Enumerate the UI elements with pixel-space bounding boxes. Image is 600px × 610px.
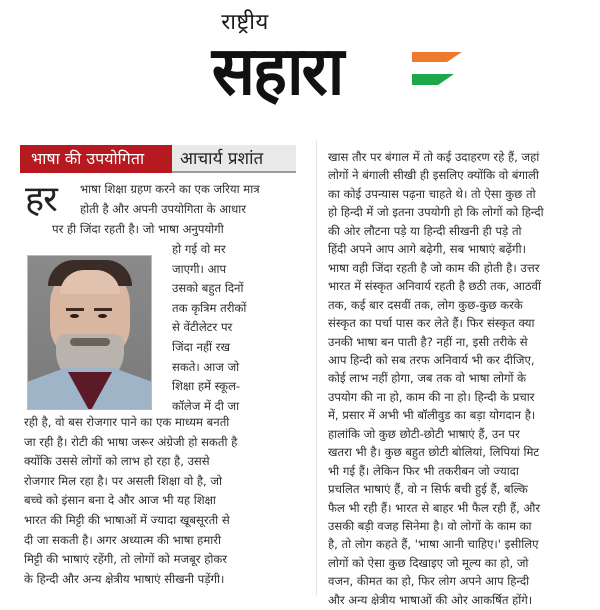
article-author: आचार्य प्रशांत <box>172 145 296 173</box>
text-line: हो गई वो मर <box>172 242 226 256</box>
text-line: रही है, वो बस रोजगार पाने का एक माध्यम बनती <box>24 415 230 429</box>
text-line: हो हिन्दी में जो इतना उपयोगी हो कि लोगों को हिन्दी <box>328 205 544 220</box>
text-line: से वेंटीलेटर पर <box>172 320 233 335</box>
text-line: की ओर लौटना पड़े या हिन्दी सीखनी ही पड़े तो <box>328 223 522 238</box>
text-line: लोगों ने बंगाली सीखी ही इसलिए क्योंकि वो बंगाली <box>328 168 539 183</box>
text-line: भाषा वही जिंदा रहती है जो काम की होती है। उत्तर <box>328 260 540 275</box>
masthead <box>0 0 600 110</box>
text-line: जिंदा नहीं रख <box>172 340 230 354</box>
text-line: खास तौर पर बंगाल में तो कई उदाहरण रहे हैं, जहां <box>328 150 540 164</box>
masthead-small-text: राष्ट्रीय <box>221 10 269 35</box>
logo-orange-stripe <box>412 52 462 62</box>
text-line: जा रही है। रोटी की भाषा जरूर अंग्रेजी हो सकती है <box>24 434 238 449</box>
text-line: सकते। आज जो <box>172 359 240 374</box>
text-line: दी जा सकती है। अगर अध्यात्म की भाषा हमारी <box>24 532 222 547</box>
text-line: होती है और अपनी उपयोगिता के आधार <box>80 202 246 216</box>
portrait-brow <box>94 308 112 311</box>
text-line: उपयोग की ना हो, काम की ना हो। हिन्दी के प्रचार <box>328 389 535 404</box>
article-header <box>20 145 296 173</box>
text-line: में, प्रसार में अभी भी बॉलीवुड का बड़ा योगदान है। <box>328 408 536 423</box>
text-line: लोगों को ऐसा कुछ दिखाइए जो मूल्य का हो, जो <box>328 555 529 570</box>
text-line: है, तो लोग कहते हैं, 'भाषा आनी चाहिए।' इसीलिए <box>328 537 539 552</box>
text-line: क्योंकि उससे लोगों को लाभ हो रहा है, उससे <box>24 454 210 469</box>
text-line: आप हिन्दी को सब तरफ अनिवार्य भी कर दीजिए, <box>328 352 535 367</box>
portrait-brow <box>66 308 84 311</box>
text-line: भी गई हैं। लेकिन फिर भी तकरीबन जो ज्यादा <box>328 463 519 478</box>
text-line: भाषा शिक्षा ग्रहण करने का एक जरिया मात्र <box>80 182 260 196</box>
text-line: शिक्षा हमें स्कूल- <box>172 379 241 394</box>
text-line: कोई लाभ नहीं होगा, जब तक वो भाषा लोगों के <box>328 371 527 386</box>
text-line: का कोई उपन्यास पढ़ना चाहते थे। तो ऐसा कुछ तो <box>328 186 536 201</box>
column-divider <box>316 140 317 595</box>
text-line: पर ही जिंदा रहती है। जो भाषा अनुपयोगी <box>52 222 224 236</box>
text-line: रोजगार मिल रहा है। पर असली शिक्षा वो है, जो <box>24 473 223 488</box>
text-line: उसकी बड़ी वजह सिनेमा है। वो लोगों के काम का <box>328 519 532 533</box>
text-line: जाएगी। आप <box>172 261 227 276</box>
text-line: और अन्य क्षेत्रीय भाषाओं की ओर आकर्षित होंगे। <box>328 592 533 607</box>
text-line: तक कृत्रिम तरीकों <box>172 300 247 315</box>
portrait-moustache <box>70 338 110 346</box>
masthead-logo-text: सहारा <box>211 33 343 111</box>
text-line: तक, कई बार दसवीं तक, लोग कुछ-कुछ करके <box>328 297 523 312</box>
text-line: हालांकि जो कुछ छोटी-छोटी भाषाएं हैं, उन पर <box>328 426 520 441</box>
author-photo <box>27 255 152 410</box>
drop-cap: हर <box>25 179 57 220</box>
text-line: उनकी भाषा बन पाती है? नहीं ना, इसी तरीके से <box>328 334 528 349</box>
logo-green-stripe <box>412 74 454 85</box>
article-topic: भाषा की उपयोगिता <box>20 145 172 173</box>
text-line: भारत की मिट्टी की भाषाओं में ज्यादा खूबसूरती से <box>24 513 230 527</box>
portrait-eye <box>70 314 79 318</box>
text-line: उसको बहुत दिनों <box>172 281 244 296</box>
text-line: मिट्टी की भाषाएं रहेंगी, तो लोगों को मजबूर होकर <box>24 552 227 567</box>
text-line: भारत में संस्कृत अनिवार्य रहती है छठी तक, आठवीं <box>328 279 542 294</box>
text-line: खतरा भी है। कुछ बहुत छोटी बोलियां, लिपियां मिट <box>328 445 540 460</box>
text-line: वजन, कीमत का हो, फिर लोग अपने आप हिन्दी <box>328 574 530 589</box>
portrait-eye <box>98 314 107 318</box>
text-line: फैल भी रही हैं। भारत से बाहर भी फैल रही हैं, और <box>328 500 541 515</box>
text-line: कॉलेज में दी जा <box>172 398 240 413</box>
text-line: हिंदी अपने आप आगे बढ़ेगी, सब भाषाएं बढ़ेंगी। <box>328 242 526 257</box>
text-line: प्रचलित भाषाएं हैं, वो न सिर्फ बची हुई हैं, बल्कि <box>328 482 528 497</box>
text-line: संस्कृत का पर्चा पास कर लेते हैं। फिर संस्कृत क्या <box>328 316 535 331</box>
text-line: बच्चे को इंसान बना दे और आज भी यह शिक्षा <box>24 493 216 508</box>
text-line: के हिन्दी और अन्य क्षेत्रीय भाषाएं सीखनी पड़ेंगी। <box>24 571 225 586</box>
